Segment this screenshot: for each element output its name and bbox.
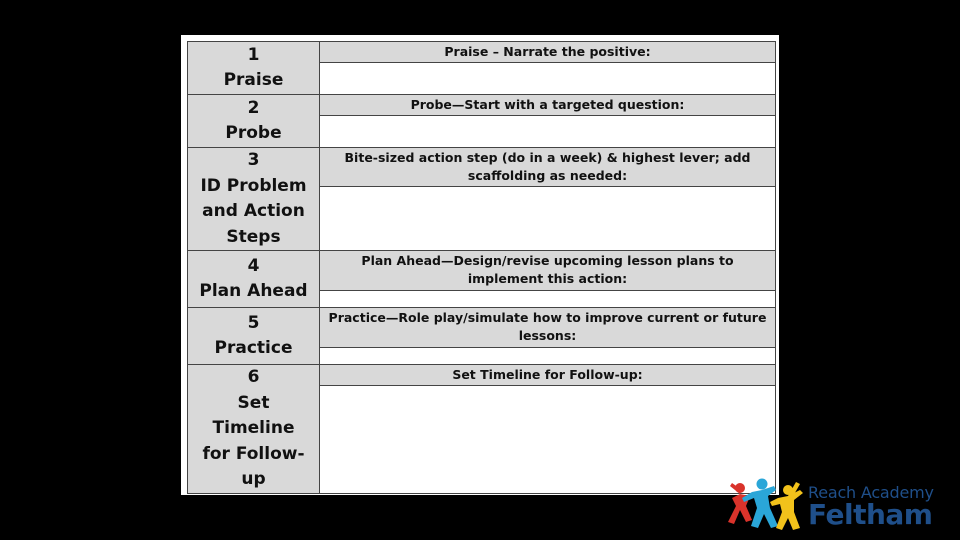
step-1-prompt: Praise – Narrate the positive:: [320, 42, 776, 63]
logo-line-2: Feltham: [808, 498, 933, 531]
feedback-steps-table: [187, 41, 776, 494]
step-4-prompt-row: [188, 251, 776, 291]
step-2-label: [188, 95, 320, 148]
step-3-label: [188, 148, 320, 251]
step-3-prompt-row: [188, 148, 776, 187]
step-6-prompt-row: [188, 365, 776, 386]
step-name: Praise: [223, 70, 284, 90]
step-number: 1: [247, 44, 260, 65]
step-3-prompt: Bite-sized action step (do in a week) & highest lever; add scaffolding as needed:: [320, 148, 776, 187]
step-number: 5: [247, 312, 260, 333]
step-1-prompt-row: [188, 42, 776, 63]
step-2-prompt: Probe—Start with a targeted question:: [320, 95, 776, 116]
step-4-label: [188, 251, 320, 308]
step-4-response-area[interactable]: [320, 290, 776, 307]
step-name: Practice: [214, 338, 293, 358]
step-1-response-area[interactable]: [320, 63, 776, 95]
jumping-figures-icon: [728, 476, 806, 536]
step-2-response-area[interactable]: [320, 116, 776, 148]
step-name: Probe: [225, 123, 282, 143]
step-6-prompt: Set Timeline for Follow-up:: [320, 365, 776, 386]
step-4-prompt: Plan Ahead—Design/revise upcoming lesson plans to implement this action:: [320, 251, 776, 291]
step-6-label: [188, 365, 320, 494]
step-5-response-area[interactable]: [320, 347, 776, 364]
feedback-form-sheet: [181, 35, 779, 495]
step-number: 4: [247, 255, 260, 276]
step-3-response-area[interactable]: [320, 187, 776, 251]
step-number: 6: [247, 367, 260, 388]
step-1-label: [188, 42, 320, 95]
step-name: ID Problem and Action Steps: [200, 175, 307, 247]
reach-academy-logo: [728, 476, 958, 536]
step-number: 3: [247, 150, 260, 170]
step-5-prompt: Practice—Role play/simulate how to improve current or future lessons:: [320, 308, 776, 348]
step-2-prompt-row: [188, 95, 776, 116]
step-5-label: [188, 308, 320, 365]
step-number: 2: [247, 97, 260, 118]
logo-line-1: Reach Academy: [808, 483, 934, 502]
step-name: Set Timeline for Follow-up: [202, 392, 305, 490]
step-6-response-area[interactable]: [320, 386, 776, 494]
step-name: Plan Ahead: [199, 281, 308, 301]
step-5-prompt-row: [188, 308, 776, 348]
